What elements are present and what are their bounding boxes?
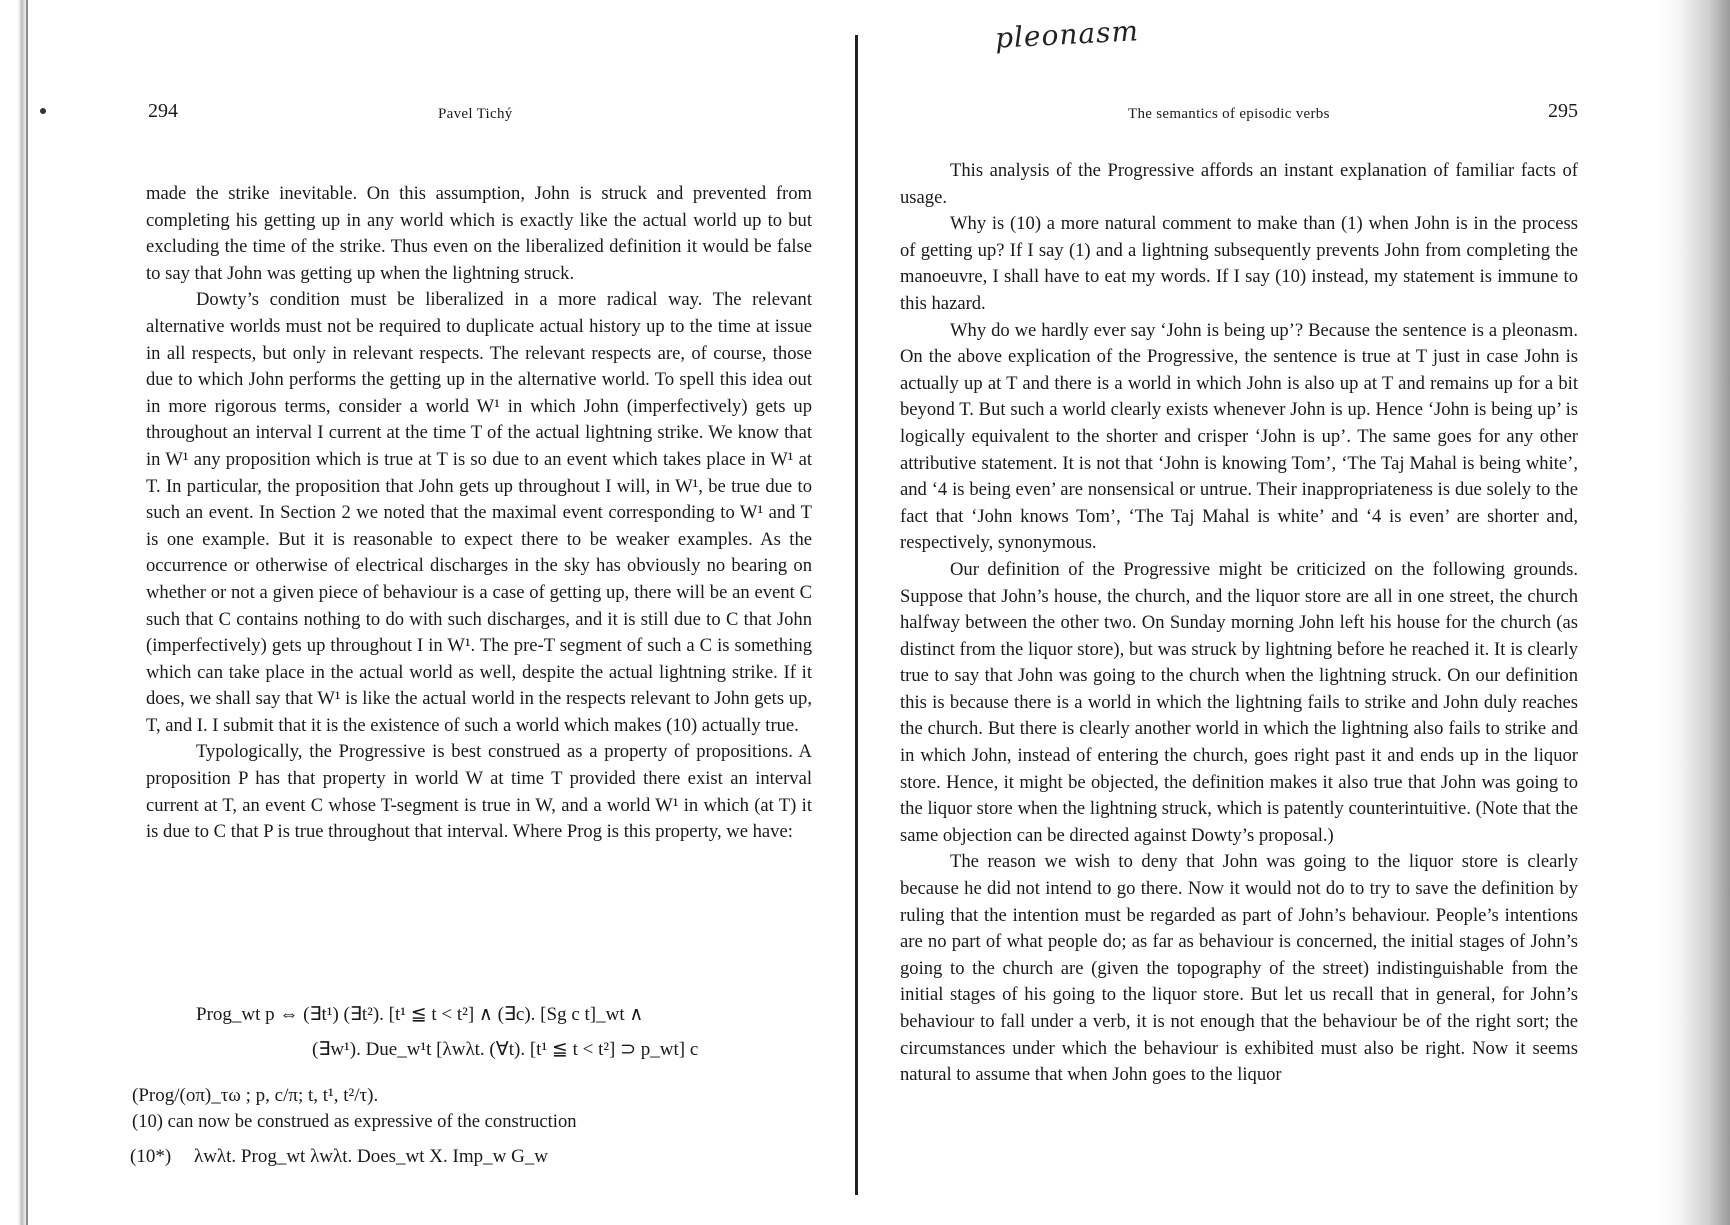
construction-10-star: λwλt. Prog_wt λwλt. Does_wt X. Imp_w G_w (194, 1146, 549, 1167)
left-running-head: Pavel Tichý (438, 106, 513, 122)
handwritten-note: pleonasm (994, 14, 1140, 55)
paragraph: Our definition of the Progressive might be criticized on the following grounds. Suppose that John’s house, the church, and the liquor store are all in one street, the church halfway between the other two. On Sunday morning John left his house for the church (as distinct from the liquor store), but was struck by lightning before he reached it. It is clearly true to say that John was going to the church when the lightning struck. On our definition this is because there is a world in which the lightning fails to strike and John duly reaches the church. But there is clearly another world in which the lightning also fails to strike and in which John, instead of entering the church, goes right past it and ends up in the liquor store. Hence, it might be objected, the definition makes it also true that John was going to the liquor store when the lightning struck, which is patently counterintuitive. (Note that the same objection can be directed against Dowty’s proposal.) (900, 558, 1578, 846)
right-body (900, 158, 1578, 1089)
type-declaration: (Prog/(oπ)_τω ; p, c/π; t, t¹, t²/τ). (132, 1085, 379, 1106)
construction-label: (10*) (130, 1146, 172, 1167)
formula-line-2: (∃w¹). Due_w¹t [λwλt. (∀t). [t¹ ≦ t < t²] ⊃ p_wt] c (312, 1039, 699, 1060)
paragraph: This analysis of the Progressive affords an instant explanation of familiar facts of usage. (900, 160, 1578, 208)
construction-intro: (10) can now be construed as expressive of the construction (132, 1111, 577, 1132)
paragraph: Why do we hardly ever say ‘John is being up’? Because the sentence is a pleonasm. On the above explication of the Progressive, the sentence is true at T just in case John is actually up at T and there is a world in which John is also up at T and remains up for a bit beyond T. But such a world clearly exists whenever John is up. Hence ‘John is being up’ is logically equivalent to the shorter and crisper ‘John is up’. The same goes for any other attributive statement. It is not that ‘John is knowing Tom’, ‘The Taj Mahal is being white’, and ‘4 is being even’ are nonsensical or untrue. Their inappropriateness is due solely to the fact that ‘John knows Tom’, ‘The Taj Mahal is white’ and ‘4 is even’ are shorter and, respectively, synonymous. (900, 319, 1578, 554)
left-page-number: 294 (148, 100, 178, 122)
paragraph: Dowty’s condition must be liberalized in a more radical way. The relevant alternative worlds must not be required to duplicate actual history up to the time at issue in all respects, but only in relevant respects. The relevant respects are, of course, those due to which John performs the getting up in the alternative world. To spell this idea out in more rigorous terms, consider a world W¹ in which John (imperfectively) gets up throughout an interval I current at the time T of the actual lightning strike. We know that in W¹ any proposition which is true at T is so due to an event which takes place in W¹ at T. In particular, the proposition that John gets up throughout I will, in W¹, be true due to such an event. In Section 2 we noted that the maximal event corresponding to W¹ and T is one example. But it is reasonable to expect there to be weaker examples. As the occurrence or otherwise of electrical discharges in the sky has obviously no bearing on whether or not a given piece of behaviour is a case of getting up, there will be an event C such that C contains nothing to do with such discharges, and it is still due to C that John (imperfectively) gets up throughout I in W¹. The pre-T segment of such a C is something which can take place in the actual world as well, despite the actual lightning strike. If it does, we shall say that W¹ is like the actual world in the respects relevant to John gets up, T, and I. I submit that it is the existence of such a world which makes (10) actually true. (146, 289, 812, 736)
paragraph: Why is (10) a more natural comment to make than (1) when John is in the process of getting up? If I say (1) and a lightning subsequently prevents John from completing the manoeuvre, I shall have to eat my words. If I say (10) instead, my statement is immune to this hazard. (900, 213, 1578, 314)
left-page (0, 0, 860, 1225)
right-page-number: 295 (1548, 100, 1578, 122)
right-running-head: The semantics of episodic verbs (1128, 106, 1330, 122)
left-body (146, 181, 812, 846)
paragraph: made the strike inevitable. On this assumption, John is struck and prevented from completing his getting up in any world which is exactly like the actual world up to but excluding the time of the strike. Thus even on the liberalized definition it would be false to say that John was getting up when the lightning struck. (146, 183, 812, 284)
formula-line-1: Prog_wt p ⇔ (∃t¹) (∃t²). [t¹ ≦ t < t²] ∧ (∃c). [Sg c t]_wt ∧ (196, 1004, 644, 1025)
right-page (860, 0, 1730, 1225)
paragraph: Typologically, the Progressive is best construed as a property of propositions. A proposition P has that property in world W at time T provided there exist an interval current at T, an event C whose T-segment is true in W, and a world W¹ in which (at T) it is due to C that P is true throughout that interval. Where Prog is this property, we have: (146, 741, 812, 843)
paragraph: The reason we wish to deny that John was going to the liquor store is clearly because he did not intend to go there. Now it would not do to try to save the definition by ruling that the intention must be regarded as part of John’s behaviour. People’s intentions are no part of what people do; as far as behaviour is concerned, the initial stages of John’s going to the church are (given the topography of the street) indistinguishable from the initial stages of his going to the liquor store. But let us recall that in general, for John’s behaviour to fall under a verb, it is not enough that the behaviour be of the right sort; the circumstances under which the behaviour is exhibited must also be right. Now it seems natural to assume that when John goes to the liquor (900, 851, 1578, 1086)
